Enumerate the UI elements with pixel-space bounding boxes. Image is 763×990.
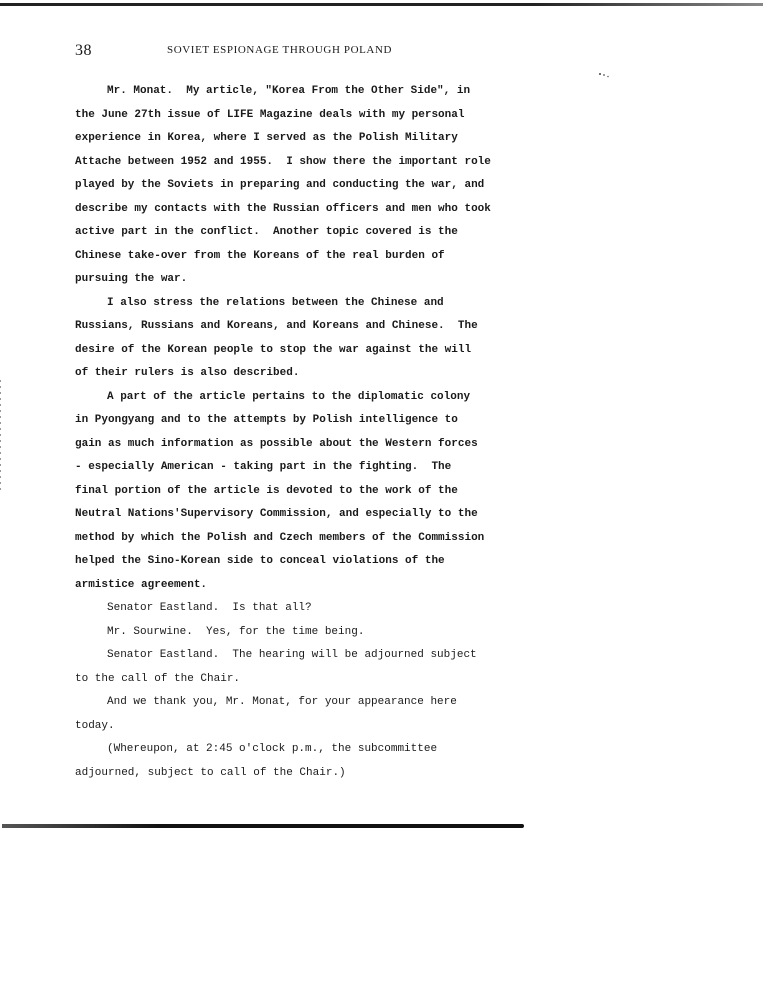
text-line: Chinese take-over from the Koreans of the real burden of [75,249,445,262]
text-line: method by which the Polish and Czech members of the Commission [75,531,485,544]
text-line: - especially American - taking part in the fighting. The [75,461,452,473]
text-line: of their rulers is also described. [75,367,300,379]
text-line: helped the Sino-Korean side to conceal violations of the [75,555,445,567]
text-line: adjourned, subject to call of the Chair.) [75,766,346,779]
text-line: Russians, Russians and Koreans, and Koreans and Chinese. The [75,320,478,332]
text-line: Senator Eastland. Is that all? [107,602,312,614]
text-line: Neutral Nations'Supervisory Commission, and especially to the [75,508,478,520]
text-line: (Whereupon, at 2:45 o'clock p.m., the subcommittee [107,743,438,755]
text-line: describe my contacts with the Russian officers and men who took [75,202,491,215]
text-line: Mr. Monat. My article, "Korea From the Other Side", in [107,85,471,97]
text-line: A part of the article pertains to the diplomatic colony [107,390,471,403]
transcript-body [75,80,491,785]
text-line: Senator Eastland. The hearing will be adjourned subject [107,649,477,661]
text-line: to the call of the Chair. [75,672,241,685]
text-line: And we thank you, Mr. Monat, for your appearance here [107,696,457,708]
scan-speck [598,72,612,78]
text-line: Mr. Sourwine. Yes, for the time being. [107,625,365,638]
text-line: Attache between 1952 and 1955. I show there the important role [75,155,491,168]
text-line: gain as much information as possible about the Western forces [75,437,478,450]
text-line: desire of the Korean people to stop the war against the will [75,343,472,356]
left-scan-edge [0,380,1,490]
text-line: the June 27th issue of LIFE Magazine deals with my personal [75,108,465,121]
text-line: experience in Korea, where I served as the Polish Military [75,132,458,144]
bottom-scan-rule [2,824,524,828]
text-line: armistice agreement. [75,578,208,591]
text-line: I also stress the relations between the Chinese and [107,296,444,309]
text-line: pursuing the war. [75,273,188,285]
running-head: SOVIET ESPIONAGE THROUGH POLAND [167,44,393,56]
text-line: in Pyongyang and to the attempts by Polish intelligence to [75,414,458,426]
page-number: 38 [75,42,92,59]
top-scan-rule [0,3,763,6]
text-line: today. [75,719,115,732]
text-line: active part in the conflict. Another topic covered is the [75,226,458,238]
text-line: final portion of the article is devoted to the work of the [75,484,458,497]
text-line: played by the Soviets in preparing and conducting the war, and [75,179,485,191]
